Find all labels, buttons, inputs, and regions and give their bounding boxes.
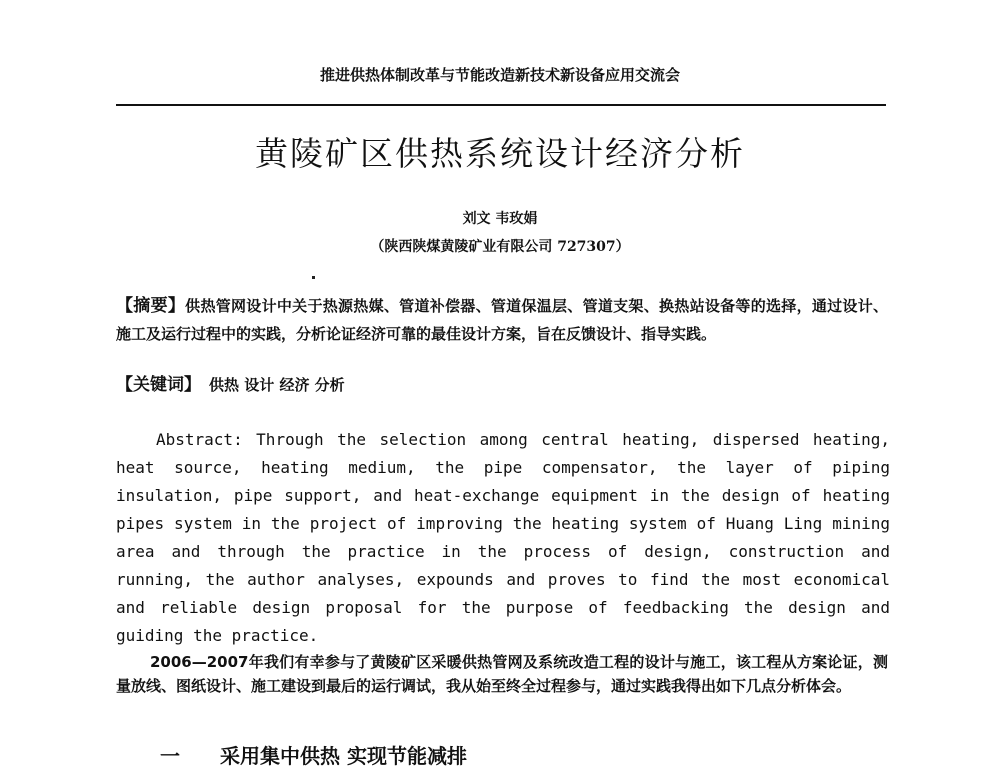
paper-authors: 刘文 韦玫娟: [462, 211, 538, 227]
stray-dot: [312, 276, 315, 279]
keywords-text: 供热 设计 经济 分析: [209, 376, 345, 394]
section-heading: [160, 740, 860, 769]
keywords: [116, 370, 888, 395]
chinese-abstract: [116, 292, 888, 348]
section-title: 采用集中供热 实现节能减排: [220, 744, 467, 768]
header-rule: [116, 104, 886, 106]
conference-header: 推进供热体制改革与节能改造新技术新设备应用交流会: [319, 66, 680, 84]
body-paragraph: 2006—2007年我们有幸参与了黄陵矿区采暖供热管网及系统改造工程的设计与施工，该工程从方案论证，测量放线、图纸设计、施工建设到最后的运行调试，我从始至终全过程参与，通过实践我得出如下几点分析体会。: [116, 653, 888, 695]
paper-title: 黄陵矿区供热系统设计经济分析: [255, 134, 745, 173]
keywords-label: 【关键词】: [116, 375, 201, 395]
section-number: 一: [160, 744, 180, 768]
paper-affiliation: （陕西陕煤黄陵矿业有限公司 727307）: [370, 239, 630, 255]
english-abstract: Abstract: Through the selection among central heating, dispersed heating, heat source, heating medium, the pipe compensator, the layer of piping insulation, pipe support, and heat-exchange equipment in the design of heating pipes system in the project of improving the heating system of Huang Ling mining area and through the practice in the process of design, construction and running, the author analyses, expounds and proves to find the most economical and reliable design proposal for the purpose of feedbacking the design and guiding the practice.: [116, 430, 890, 645]
abstract-label: 【摘要】: [116, 296, 186, 316]
abstract-text: 供热管网设计中关于热源热媒、管道补偿器、管道保温层、管道支架、换热站设备等的选择，通过设计、施工及运行过程中的实践，分析论证经济可靠的最佳设计方案，旨在反馈设计、指导实践。: [116, 297, 889, 343]
